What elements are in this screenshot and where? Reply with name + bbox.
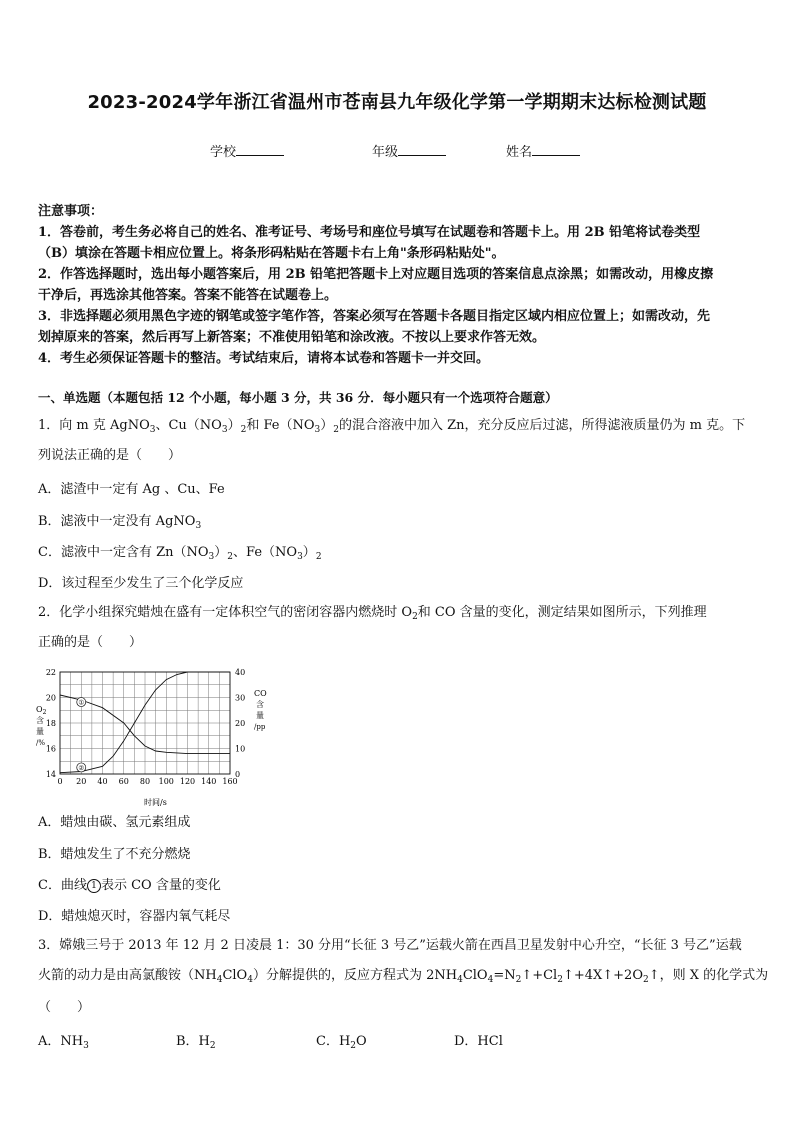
section-heading: 一、单选题（本题包括 12 个小题，每小题 3 分，共 36 分．每小题只有一个选项符合题意） [38,390,558,405]
question-1-stem: 1．向 m 克 AgNO$_3$、$Cu(NO_3)_2$和 $Fe(NO_3)_2$的混合溶液中加入 Zn，充分反应后过滤，所得滤液质量仍为 m 克。下 [38,418,746,435]
q2-option-b: B．蜡烛发生了不充分燃烧 [38,847,191,862]
y-right-label-4: /pp [254,723,266,731]
y-left-tick-label: 18 [45,719,56,728]
question-1-stem-cont: 列说法正确的是（ ） [38,448,182,463]
series-label: ② [78,764,85,773]
question-3-stem-end: （ ） [38,1000,91,1015]
y-right-tick-label: 30 [235,693,246,703]
y-right-label-2: 含 [256,700,264,709]
notice-heading: 注意事项： [38,204,104,219]
q2-option-a: A．蜡烛由碳、氢元素组成 [38,815,191,830]
school-field: 学校 [210,141,284,160]
q3-option-c: C．$H_2O$ [316,1034,367,1051]
x-tick-label: 120 [179,777,196,786]
y-left-label-2: 含 [36,716,44,725]
x-tick-label: 40 [97,777,108,786]
series-label: ① [78,698,85,707]
x-tick-label: 140 [201,777,217,786]
y-left-tick-label: 14 [45,770,56,779]
q3-option-b: B．$H_2$ [176,1034,216,1051]
x-tick-label: 80 [139,777,151,786]
x-tick-label: 0 [57,777,63,786]
q3-option-a: A．$NH_3$ [38,1034,89,1051]
x-tick-label: 100 [158,777,174,786]
q3-option-d: D．HCl [454,1034,503,1049]
chart-grid [60,672,230,774]
page-title: 2023-2024学年浙江省温州市苍南县九年级化学第一学期期末达标检测试题 [87,92,707,113]
o2-co-chart [32,660,282,808]
question-2-stem: 2．化学小组探究蜡烛在盛有一定体积空气的密闭容器内燃烧时 $O_2$和 CO 含量的变化，测定结果如图所示，下列推理 [38,605,707,622]
q1-option-c: C．滤液中一定含有 $Zn(NO_3)_2$、$Fe(NO_3)_2$ [38,545,322,562]
y-left-label-4: /% [36,739,46,747]
notice-line: 4．考生必须保证答题卡的整洁。考试结束后，请将本试卷和答题卡一并交回。 [38,351,490,366]
y-left-label: $O_2$ [36,705,47,716]
y-right-tick-label: 10 [235,744,246,754]
q1-option-b: B．滤液中一定没有 AgNO$_3$ [38,514,202,531]
q1-option-a: A．滤渣中一定有 Ag 、Cu、Fe [38,482,225,497]
y-right-tick-label: 40 [235,668,246,677]
y-left-tick-label: 20 [45,693,56,703]
chart-ticks [46,668,245,786]
q2-option-c: C．曲线 1 表示 CO 含量的变化 [38,878,221,893]
y-right-tick-label: 20 [235,719,246,728]
name-field: 姓名 [506,141,580,160]
notice-line: 3．非选择题必须用黑色字迹的钢笔或签字笔作答，答案必须写在答题卡各题目指定区域内相应位置上；如需改动，先 [38,309,711,324]
notice-line: 1．答卷前，考生务必将自己的姓名、准考证号、考场号和座位号填写在试题卷和答题卡上。用 2B 铅笔将试卷类型 [38,225,701,240]
notice-line: 干净后，再选涂其他答案。答案不能答在试题卷上。 [38,288,338,303]
y-left-tick-label: 22 [45,668,56,677]
x-tick-label: 20 [76,777,87,786]
y-left-label-3: 量 [36,727,44,736]
x-tick-label: 60 [118,777,129,786]
q1-option-d: D．该过程至少发生了三个化学反应 [38,576,244,591]
question-3-stem-cont: 火箭的动力是由高氯酸铵$(NH_4ClO_4)$分解提供的，反应方程式为 $2NH_4ClO_4=N_2↑+Cl_2↑+4X↑+2O_2↑$，则 X 的化学式为 [38,968,769,985]
notice-line: 2．作答选择题时，选出每小题答案后，用 2B 铅笔把答题卡上对应题目选项的答案信息点涂黑；如需改动，用橡皮擦 [38,267,714,282]
notice-line: （B）填涂在答题卡相应位置上。将条形码粘贴在答题卡右上角"条形码粘贴处"。 [38,246,505,261]
notice-line: 划掉原来的答案，然后再写上新答案；不准使用铅笔和涂改液。不按以上要求作答无效。 [38,330,546,345]
y-right-label-3: 量 [256,711,264,720]
q2-option-d: D．蜡烛熄灭时，容器内氧气耗尽 [38,909,231,924]
circled-one: 1 [87,879,101,893]
y-right-tick-label: 0 [235,770,241,779]
x-axis-label: 时间/s [144,798,167,807]
y-left-tick-label: 16 [45,744,56,754]
question-2-stem-cont: 正确的是（ ） [38,635,143,650]
x-tick-label: 160 [222,777,238,786]
y-right-label: CO [254,689,267,698]
question-3-stem: 3．嫦娥三号于 2013 年 12 月 2 日凌晨 1：30 分用“长征 3 号乙”运载火箭在西昌卫星发射中心升空，“长征 3 号乙”运载 [38,938,742,953]
grade-field: 年级 [372,141,446,160]
